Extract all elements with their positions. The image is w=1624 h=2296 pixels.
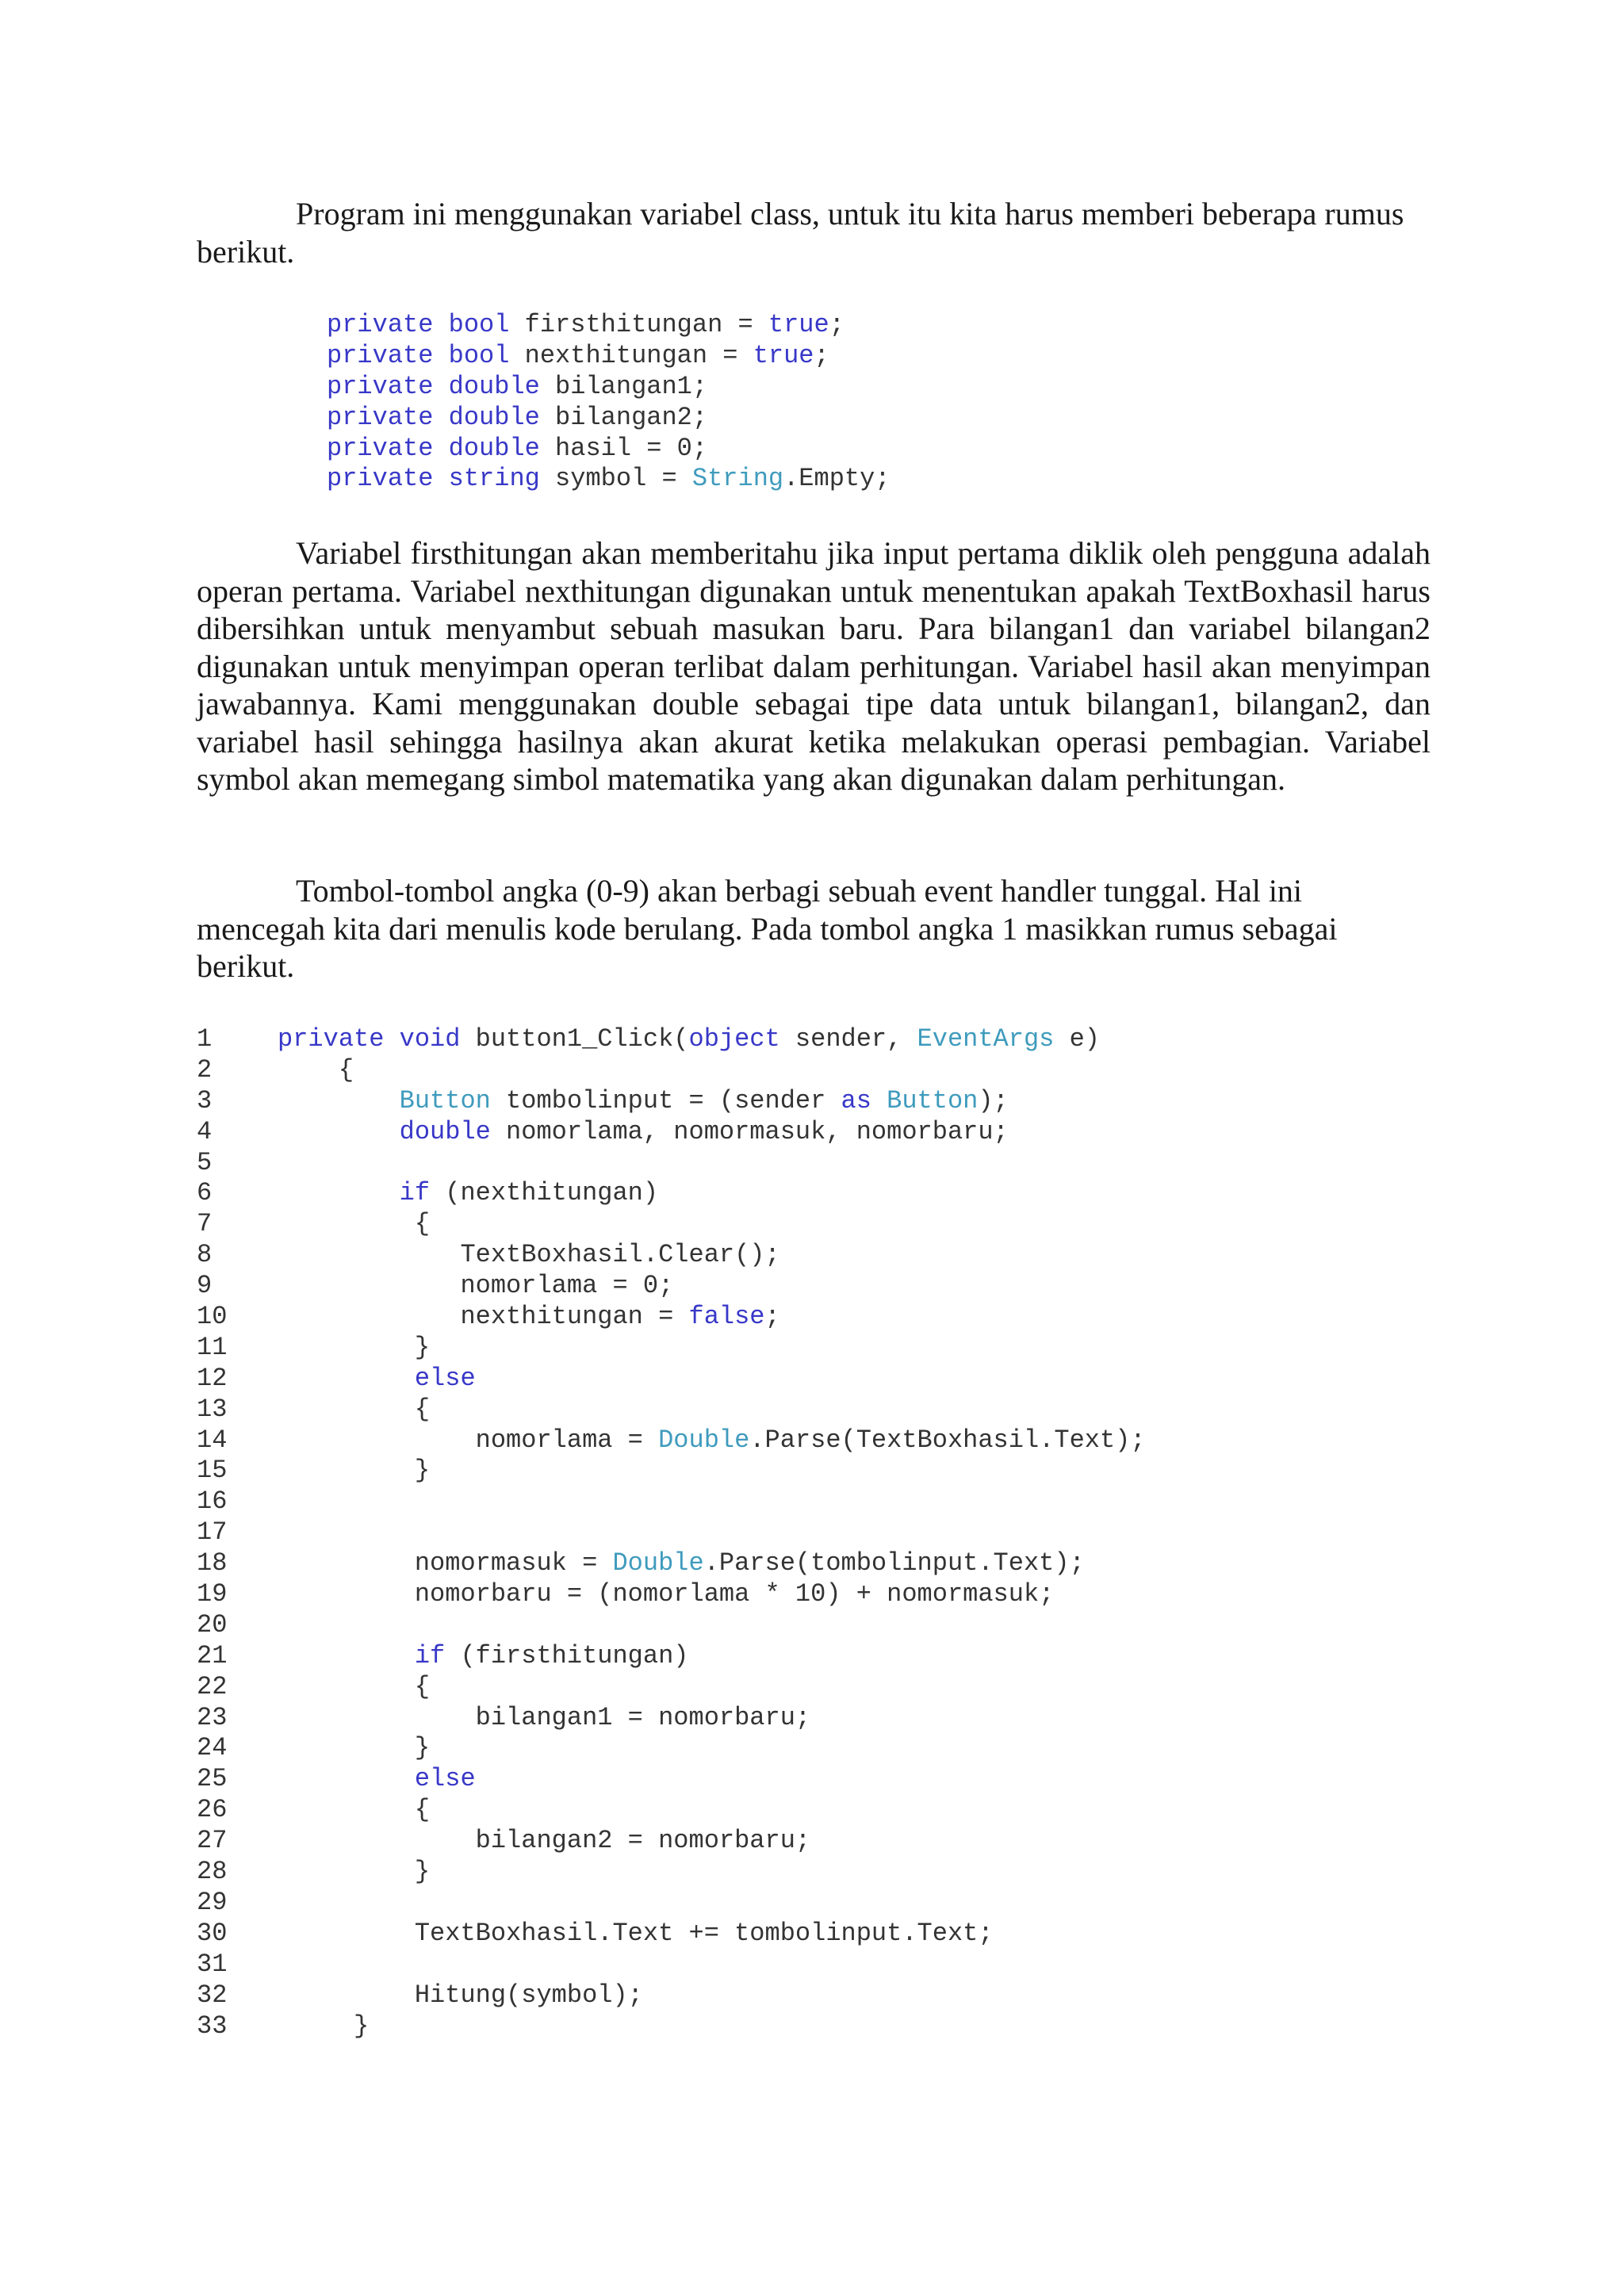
code-keyword: if bbox=[399, 1178, 431, 1208]
code-keyword: private double bbox=[327, 433, 540, 463]
code-text bbox=[278, 1086, 400, 1115]
code-line bbox=[327, 464, 891, 495]
line-number: 22 bbox=[197, 1671, 228, 1701]
code-text: { bbox=[278, 1209, 431, 1239]
line-number: 9 bbox=[197, 1271, 213, 1301]
paragraph-variables bbox=[197, 534, 1431, 798]
code-type-name: Double bbox=[612, 1548, 704, 1578]
line-number: 10 bbox=[197, 1302, 228, 1332]
line-number: 27 bbox=[197, 1826, 228, 1856]
code-line bbox=[197, 1456, 1146, 1487]
code-type-name: Double bbox=[658, 1425, 750, 1455]
code-text: } bbox=[278, 2011, 370, 2041]
code-line bbox=[327, 341, 891, 372]
code-line bbox=[197, 1950, 1146, 1980]
paragraph-buttons-text: Tombol-tombol angka (0-9) akan berbagi sebuah event handler tunggal. Hal ini mencegah kita dari menulis kode berulang. Pada tombol angka 1 masikkan rumus sebagai berikut. bbox=[197, 873, 1338, 984]
code-line bbox=[197, 1826, 1146, 1857]
code-line bbox=[197, 1888, 1146, 1919]
code-text: nexthitungan = bbox=[509, 340, 753, 370]
code-type-name: Button bbox=[399, 1085, 491, 1115]
code-line bbox=[197, 1703, 1146, 1734]
line-number: 14 bbox=[197, 1425, 228, 1455]
code-line bbox=[197, 1487, 1146, 1517]
code-text bbox=[278, 1764, 415, 1793]
line-number: 5 bbox=[197, 1147, 213, 1177]
line-number: 30 bbox=[197, 1918, 228, 1948]
line-number: 18 bbox=[197, 1548, 228, 1578]
code-text: bilangan2; bbox=[539, 402, 708, 432]
code-keyword: double bbox=[399, 1116, 491, 1146]
code-line bbox=[197, 1919, 1146, 1950]
code-line bbox=[197, 1610, 1146, 1641]
paragraph-intro-text: Program ini menggunakan variabel class, untuk itu kita harus memberi beberapa rumus berikut. bbox=[197, 196, 1404, 270]
code-line bbox=[197, 1271, 1146, 1302]
code-keyword: private bool bbox=[327, 340, 510, 370]
paragraph-intro bbox=[197, 195, 1431, 270]
code-text: ); bbox=[978, 1085, 1009, 1115]
code-line bbox=[197, 1333, 1146, 1364]
code-line bbox=[197, 1117, 1146, 1148]
line-number: 1 bbox=[197, 1024, 213, 1054]
code-line bbox=[197, 1364, 1146, 1395]
line-number: 24 bbox=[197, 1733, 228, 1763]
code-text bbox=[278, 1364, 415, 1393]
line-number: 32 bbox=[197, 1980, 228, 2010]
code-keyword: else bbox=[414, 1764, 476, 1794]
code-keyword: if bbox=[414, 1640, 446, 1670]
code-line bbox=[197, 1795, 1146, 1826]
code-text: .Parse(tombolinput.Text); bbox=[703, 1548, 1085, 1578]
code-text: .Empty; bbox=[783, 464, 891, 494]
code-line bbox=[327, 403, 891, 434]
code-keyword: private string bbox=[327, 464, 540, 494]
code-keyword: true bbox=[768, 310, 829, 339]
code-line bbox=[197, 1579, 1146, 1610]
code-line bbox=[197, 1548, 1146, 1579]
code-line bbox=[197, 1055, 1146, 1086]
code-text bbox=[278, 1117, 400, 1146]
code-text: nexthitungan = bbox=[278, 1302, 689, 1332]
code-text: ; bbox=[814, 340, 829, 370]
code-keyword: object bbox=[688, 1024, 780, 1054]
line-number: 15 bbox=[197, 1456, 228, 1486]
line-number: 4 bbox=[197, 1116, 213, 1146]
line-number: 11 bbox=[197, 1332, 228, 1362]
code-text: nomorbaru = (nomorlama * 10) + nomormasuk; bbox=[278, 1579, 1055, 1609]
code-text bbox=[278, 1178, 400, 1207]
code-text: hasil = 0; bbox=[539, 433, 708, 463]
code-keyword: false bbox=[688, 1302, 765, 1332]
code-text: .Parse(TextBoxhasil.Text); bbox=[749, 1425, 1146, 1455]
code-line bbox=[197, 1425, 1146, 1456]
line-number: 8 bbox=[197, 1240, 213, 1270]
code-block-button1-click bbox=[197, 1024, 1146, 2042]
code-text: TextBoxhasil.Text += tombolinput.Text; bbox=[278, 1918, 994, 1948]
code-keyword: as bbox=[841, 1085, 871, 1115]
line-number: 26 bbox=[197, 1795, 228, 1825]
code-text: TextBoxhasil.Clear(); bbox=[278, 1240, 780, 1270]
code-text: nomorlama, nomormasuk, nomorbaru; bbox=[490, 1116, 1009, 1146]
code-line bbox=[197, 1024, 1146, 1055]
code-text: } bbox=[278, 1857, 431, 1887]
code-keyword: else bbox=[414, 1363, 476, 1393]
code-line bbox=[197, 2011, 1146, 2042]
code-line bbox=[327, 372, 891, 403]
code-keyword: private double bbox=[327, 402, 540, 432]
line-number: 23 bbox=[197, 1702, 228, 1732]
paragraph-buttons bbox=[197, 872, 1431, 985]
paragraph-variables-text: Variabel firsthitungan akan memberitahu jika input pertama diklik oleh pengguna adalah operan pertama. Variabel nexthitungan digunakan untuk menentukan apakah TextBoxhasil harus dibersihkan untuk menyambut sebuah masukan baru. Para bilangan1 dan variabel bilangan2 digunakan untuk menyimpan operan terlibat dalam perhitungan. Variabel hasil akan menyimpan jawabannya. Kami menggunakan double sebagai tipe data untuk bilangan1, bilangan2, dan variabel hasil sehingga hasilnya akan akurat ketika melakukan operasi pembagian. Variabel symbol akan memegang simbol matematika yang akan digunakan dalam perhitungan. bbox=[197, 535, 1431, 797]
code-line bbox=[197, 1672, 1146, 1703]
code-line bbox=[197, 1395, 1146, 1425]
line-number: 25 bbox=[197, 1764, 228, 1794]
code-line bbox=[197, 1764, 1146, 1795]
code-line bbox=[197, 1240, 1146, 1271]
code-keyword: true bbox=[753, 340, 814, 370]
line-number: 17 bbox=[197, 1517, 228, 1548]
code-text: nomormasuk = bbox=[278, 1548, 613, 1578]
code-text: ; bbox=[829, 310, 845, 339]
line-number: 28 bbox=[197, 1857, 228, 1887]
code-keyword: private double bbox=[327, 371, 540, 401]
code-text: bilangan1; bbox=[539, 371, 708, 401]
code-block-variables bbox=[327, 310, 891, 495]
code-line bbox=[197, 1302, 1146, 1333]
code-type-name: Button bbox=[887, 1085, 979, 1115]
code-text: { bbox=[278, 1795, 431, 1825]
line-number: 20 bbox=[197, 1609, 228, 1640]
code-type-name: String bbox=[691, 464, 784, 494]
code-text: } bbox=[278, 1332, 431, 1362]
line-number: 6 bbox=[197, 1178, 213, 1208]
code-line bbox=[197, 1517, 1146, 1548]
line-number: 16 bbox=[197, 1487, 228, 1517]
code-line bbox=[197, 1209, 1146, 1240]
code-text: symbol = bbox=[539, 464, 692, 494]
code-text: button1_Click( bbox=[460, 1024, 689, 1054]
code-line bbox=[197, 1086, 1146, 1117]
code-text: { bbox=[278, 1054, 354, 1085]
line-number: 31 bbox=[197, 1949, 228, 1979]
code-text: } bbox=[278, 1733, 431, 1763]
line-number: 29 bbox=[197, 1887, 228, 1917]
code-text: sender, bbox=[779, 1024, 917, 1054]
line-number: 21 bbox=[197, 1640, 228, 1670]
code-text: nomorlama = bbox=[278, 1425, 659, 1455]
code-type-name: EventArgs bbox=[917, 1024, 1055, 1054]
code-line bbox=[197, 1178, 1146, 1209]
code-text: bilangan2 = nomorbaru; bbox=[278, 1826, 811, 1856]
code-text: e) bbox=[1054, 1024, 1100, 1054]
line-number: 3 bbox=[197, 1085, 213, 1115]
code-text: nomorlama = 0; bbox=[278, 1271, 674, 1301]
line-number: 13 bbox=[197, 1394, 228, 1424]
code-keyword: private void bbox=[278, 1024, 461, 1054]
code-line bbox=[197, 1857, 1146, 1888]
code-text: Hitung(symbol); bbox=[278, 1980, 643, 2010]
code-line bbox=[197, 1148, 1146, 1179]
code-line bbox=[327, 434, 891, 465]
code-text: ; bbox=[764, 1302, 780, 1332]
code-line bbox=[197, 1980, 1146, 2011]
code-text: } bbox=[278, 1456, 431, 1486]
line-number: 12 bbox=[197, 1363, 228, 1393]
code-text: (firsthitungan) bbox=[445, 1640, 689, 1670]
line-number: 2 bbox=[197, 1054, 213, 1085]
code-keyword: private bool bbox=[327, 310, 510, 339]
code-text: firsthitungan = bbox=[509, 310, 768, 339]
code-text bbox=[871, 1086, 887, 1115]
line-number: 7 bbox=[197, 1209, 213, 1239]
line-number: 19 bbox=[197, 1579, 228, 1609]
code-text: { bbox=[278, 1671, 431, 1701]
code-text: bilangan1 = nomorbaru; bbox=[278, 1702, 811, 1732]
code-line bbox=[197, 1733, 1146, 1764]
code-text: { bbox=[278, 1394, 431, 1424]
code-text: tombolinput = (sender bbox=[490, 1085, 841, 1115]
line-number: 33 bbox=[197, 2011, 228, 2041]
code-text bbox=[278, 1641, 415, 1670]
code-text: (nexthitungan) bbox=[430, 1178, 659, 1208]
code-line bbox=[327, 310, 891, 341]
code-line bbox=[197, 1641, 1146, 1672]
